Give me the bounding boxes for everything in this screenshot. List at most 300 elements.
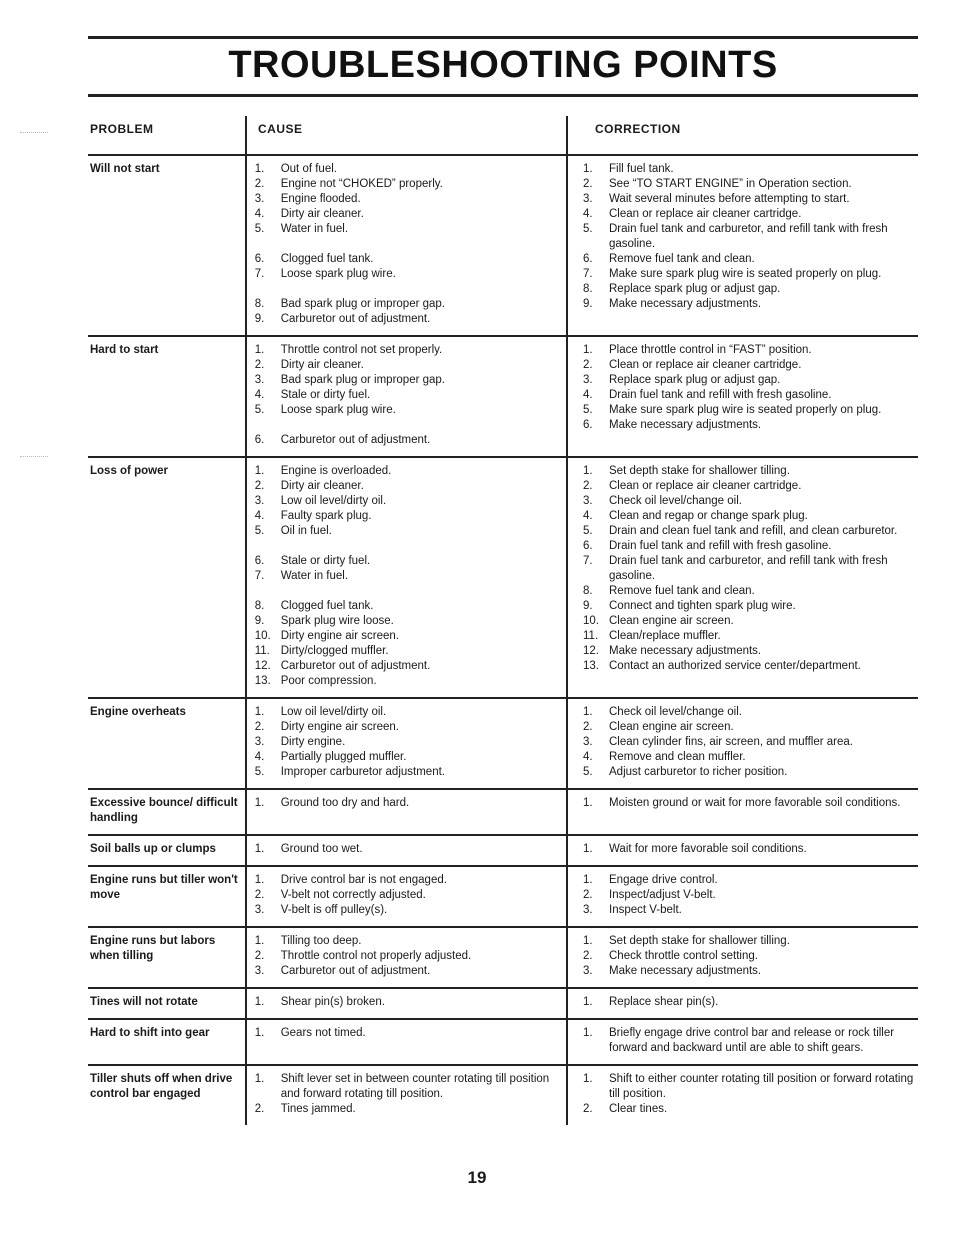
item-number: 1. [583, 935, 593, 947]
correction-item [583, 873, 918, 888]
top-rule [88, 36, 918, 39]
cause-cell [243, 1072, 571, 1117]
item-number: 3. [254, 965, 265, 977]
item-text: Set depth stake for shallower tilling. [609, 935, 790, 947]
item-number: 3. [583, 904, 593, 916]
item-number: 6. [254, 555, 265, 567]
item-number: 2. [254, 1103, 265, 1115]
item-number: 1. [254, 874, 265, 886]
correction-item [583, 282, 918, 297]
item-number: 10. [583, 615, 599, 627]
item-number: 9. [583, 600, 593, 612]
item-text: V-belt not correctly adjusted. [280, 889, 426, 901]
cause-item [255, 705, 571, 720]
correction-cell [571, 162, 918, 327]
item-number: 1. [583, 465, 593, 477]
item-text: Clean or replace air cleaner cartridge. [609, 480, 802, 492]
correction-item [583, 765, 918, 780]
item-text: Check throttle control setting. [609, 950, 758, 962]
item-number: 8. [254, 600, 265, 612]
correction-item [583, 888, 918, 903]
item-text: Clean cylinder fins, air screen, and muffler area. [609, 736, 853, 748]
item-number: 1. [254, 1027, 265, 1039]
item-number: 2. [583, 721, 593, 733]
cause-item [255, 903, 571, 918]
item-number: 7. [583, 268, 593, 280]
item-text: Dirty air cleaner. [280, 480, 364, 492]
item-number: 2. [583, 480, 593, 492]
item-number: 1. [254, 706, 265, 718]
table-row [88, 788, 918, 834]
item-text: Clean or replace air cleaner cartridge. [609, 359, 802, 371]
column-divider [245, 928, 247, 987]
item-text: Remove fuel tank and clean. [609, 585, 755, 597]
table-row [88, 154, 918, 335]
cause-item [255, 267, 571, 282]
item-number: 2. [254, 950, 265, 962]
column-divider [245, 458, 247, 697]
problem-cell: Hard to start [90, 344, 159, 356]
item-text: Set depth stake for shallower tilling. [609, 465, 790, 477]
item-text: Tilling too deep. [280, 935, 362, 947]
correction-item [583, 934, 918, 949]
item-number: 6. [254, 253, 265, 265]
cause-cell [243, 842, 571, 857]
item-text: Drain fuel tank and carburetor, and refill tank with fresh gasoline. [609, 223, 888, 250]
cause-item [255, 750, 571, 765]
cause-item [255, 524, 571, 539]
item-number: 3. [254, 495, 265, 507]
correction-item [583, 252, 918, 267]
item-number: 6. [583, 419, 593, 431]
item-text: Make sure spark plug wire is seated properly on plug. [609, 404, 882, 416]
correction-item [583, 297, 918, 312]
item-text: Stale or dirty fuel. [280, 389, 371, 401]
cause-item [255, 949, 571, 964]
page-title: TROUBLESHOOTING POINTS [228, 44, 778, 86]
item-text: Dirty air cleaner. [280, 359, 364, 371]
item-number: 5. [583, 525, 593, 537]
cause-cell [243, 162, 571, 327]
table-row [88, 926, 918, 987]
item-text: Dirty engine air screen. [280, 630, 399, 642]
correction-item [583, 659, 918, 674]
item-text: Out of fuel. [280, 163, 337, 175]
correction-item [583, 705, 918, 720]
column-divider [245, 156, 247, 335]
correction-item [583, 842, 918, 857]
item-text: Clear tines. [609, 1103, 668, 1115]
column-divider [566, 790, 568, 834]
item-text: Remove and clean muffler. [609, 751, 746, 763]
cause-item [255, 995, 571, 1010]
item-text: Carburetor out of adjustment. [280, 660, 431, 672]
item-number: 11. [583, 630, 599, 642]
item-number: 3. [254, 736, 265, 748]
correction-item [583, 162, 918, 177]
item-number: 1. [583, 996, 593, 1008]
cause-item [255, 934, 571, 949]
cause-item [255, 358, 571, 373]
column-divider [245, 116, 247, 154]
cause-item [255, 735, 571, 750]
cause-item [255, 659, 571, 674]
item-number: 6. [583, 540, 593, 552]
cause-item [255, 433, 571, 448]
column-divider [245, 337, 247, 456]
column-divider [566, 1066, 568, 1125]
item-number: 5. [583, 223, 593, 235]
correction-item [583, 750, 918, 765]
item-text: Gears not timed. [280, 1027, 366, 1039]
item-text: Wait several minutes before attempting to start. [609, 193, 850, 205]
column-divider [566, 867, 568, 926]
item-text: Oil in fuel. [280, 525, 332, 537]
cause-item [255, 796, 571, 811]
item-number: 5. [583, 766, 593, 778]
column-divider [245, 1066, 247, 1125]
item-number: 8. [254, 298, 265, 310]
item-text: Faulty spark plug. [280, 510, 372, 522]
table-row [88, 865, 918, 926]
item-number: 3. [583, 965, 593, 977]
column-divider [245, 836, 247, 865]
item-text: Briefly engage drive control bar and release or rock tiller forward and backward until are able to shift gears. [609, 1027, 895, 1054]
cause-item [255, 964, 571, 979]
item-number: 7. [254, 268, 265, 280]
item-number: 2. [583, 1103, 593, 1115]
correction-cell [571, 343, 918, 448]
item-number: 5. [254, 404, 265, 416]
item-number: 1. [583, 344, 593, 356]
cause-item [255, 554, 571, 569]
cause-item [255, 888, 571, 903]
cause-cell [243, 1026, 571, 1056]
item-text: Shift lever set in between counter rotating till position and forward rotating till position. [280, 1073, 550, 1100]
item-number: 3. [254, 904, 265, 916]
correction-item [583, 177, 918, 192]
correction-item [583, 403, 918, 418]
cause-cell [243, 705, 571, 780]
cause-item [255, 177, 571, 192]
item-number: 7. [583, 555, 593, 567]
item-number: 3. [254, 193, 265, 205]
cause-item [255, 1026, 571, 1041]
item-text: Check oil level/change oil. [609, 495, 742, 507]
correction-item [583, 464, 918, 479]
item-text: Dirty/clogged muffler. [280, 645, 389, 657]
correction-item [583, 494, 918, 509]
cause-item [255, 873, 571, 888]
cause-item [255, 312, 571, 327]
item-number: 2. [254, 359, 265, 371]
column-divider [566, 836, 568, 865]
problem-cell: Tines will not rotate [90, 996, 198, 1008]
item-text: Clean or replace air cleaner cartridge. [609, 208, 802, 220]
item-text: Inspect V-belt. [609, 904, 682, 916]
item-text: Adjust carburetor to richer position. [609, 766, 788, 778]
cause-cell [243, 464, 571, 689]
item-text: Drain fuel tank and carburetor, and refill tank with fresh gasoline. [609, 555, 888, 582]
column-divider [566, 116, 568, 154]
item-number: 1. [254, 344, 265, 356]
cause-item [255, 509, 571, 524]
item-number: 4. [254, 389, 265, 401]
cause-item [255, 765, 571, 780]
item-text: Ground too dry and hard. [280, 797, 410, 809]
correction-item [583, 207, 918, 222]
correction-item [583, 222, 918, 252]
item-text: Clean engine air screen. [609, 615, 734, 627]
correction-item [583, 192, 918, 207]
item-number: 7. [254, 570, 265, 582]
cause-item [255, 252, 571, 267]
cause-item [255, 297, 571, 312]
problem-cell: Hard to shift into gear [90, 1027, 210, 1039]
item-text: Replace shear pin(s). [609, 996, 719, 1008]
item-text: Carburetor out of adjustment. [280, 434, 431, 446]
correction-item [583, 796, 918, 811]
column-divider [566, 156, 568, 335]
item-text: Loose spark plug wire. [280, 404, 396, 416]
problem-cell: Engine runs but labors when tilling [90, 935, 216, 962]
correction-item [583, 343, 918, 358]
item-number: 5. [254, 223, 265, 235]
item-text: Place throttle control in “FAST” position. [609, 344, 812, 356]
item-text: Engine flooded. [280, 193, 361, 205]
item-number: 5. [583, 404, 593, 416]
correction-cell [571, 464, 918, 689]
correction-item [583, 539, 918, 554]
cause-item [255, 162, 571, 177]
item-number: 13. [254, 675, 271, 687]
item-text: Fill fuel tank. [609, 163, 674, 175]
item-number: 6. [254, 434, 265, 446]
cause-item [255, 720, 571, 735]
correction-item [583, 584, 918, 599]
cause-item [255, 842, 571, 857]
item-number: 1. [583, 706, 593, 718]
cause-item [255, 343, 571, 358]
cause-item [255, 373, 571, 388]
column-divider [566, 1020, 568, 1064]
item-text: Water in fuel. [280, 223, 349, 235]
item-number: 2. [254, 721, 265, 733]
item-text: Drain and clean fuel tank and refill, and clean carburetor. [609, 525, 898, 537]
item-text: Make necessary adjustments. [609, 298, 762, 310]
item-number: 8. [583, 283, 593, 295]
cause-item [255, 388, 571, 403]
header-cause: CAUSE [258, 122, 303, 136]
correction-item [583, 358, 918, 373]
item-number: 1. [254, 935, 265, 947]
column-divider [566, 337, 568, 456]
item-number: 3. [583, 495, 593, 507]
page-number: 19 [467, 1168, 487, 1187]
cause-item [255, 599, 571, 614]
problem-cell: Excessive bounce/ difficult handling [90, 797, 238, 824]
item-number: 2. [583, 889, 593, 901]
item-text: Drive control bar is not engaged. [280, 874, 447, 886]
item-text: Check oil level/change oil. [609, 706, 742, 718]
table-body [88, 154, 918, 1125]
item-number: 4. [254, 208, 265, 220]
item-number: 9. [254, 313, 265, 325]
table-row [88, 697, 918, 788]
header-correction: CORRECTION [595, 122, 681, 136]
item-text: Shear pin(s) broken. [280, 996, 385, 1008]
item-number: 13. [583, 660, 599, 672]
item-number: 2. [254, 480, 265, 492]
item-text: Improper carburetor adjustment. [280, 766, 445, 778]
item-text: Engine not “CHOKED” properly. [280, 178, 443, 190]
item-number: 4. [254, 510, 265, 522]
item-text: Drain fuel tank and refill with fresh gasoline. [609, 389, 832, 401]
column-divider [245, 867, 247, 926]
cause-item [255, 192, 571, 207]
correction-cell [571, 1072, 918, 1117]
table-row [88, 1064, 918, 1125]
cause-item [255, 464, 571, 479]
item-text: Bad spark plug or improper gap. [280, 374, 446, 386]
item-text: Make sure spark plug wire is seated properly on plug. [609, 268, 882, 280]
item-text: Inspect/adjust V-belt. [609, 889, 716, 901]
table-row [88, 834, 918, 865]
item-number: 9. [254, 615, 265, 627]
table-row [88, 335, 918, 456]
column-divider [245, 699, 247, 788]
correction-item [583, 388, 918, 403]
item-number: 4. [583, 389, 593, 401]
column-divider [566, 928, 568, 987]
item-text: Water in fuel. [280, 570, 349, 582]
problem-cell: Engine overheats [90, 706, 186, 718]
cause-item [255, 1072, 571, 1102]
item-text: Spark plug wire loose. [280, 615, 394, 627]
item-text: Shift to either counter rotating till position or forward rotating till position. [609, 1073, 914, 1100]
problem-cell: Tiller shuts off when drive control bar engaged [90, 1073, 233, 1100]
item-text: Stale or dirty fuel. [280, 555, 371, 567]
item-text: Drain fuel tank and refill with fresh gasoline. [609, 540, 832, 552]
correction-item [583, 418, 918, 433]
problem-cell: Soil balls up or clumps [90, 843, 216, 855]
column-divider [245, 790, 247, 834]
column-divider [566, 699, 568, 788]
item-number: 9. [583, 298, 593, 310]
correction-item [583, 554, 918, 584]
correction-cell [571, 873, 918, 918]
item-number: 1. [583, 874, 593, 886]
item-number: 1. [583, 163, 593, 175]
item-text: Low oil level/dirty oil. [280, 706, 387, 718]
correction-cell [571, 842, 918, 857]
item-number: 1. [254, 1073, 265, 1085]
correction-item [583, 479, 918, 494]
correction-item [583, 614, 918, 629]
column-divider [245, 1020, 247, 1064]
item-text: Loose spark plug wire. [280, 268, 396, 280]
item-text: Dirty air cleaner. [280, 208, 364, 220]
item-text: Replace spark plug or adjust gap. [609, 283, 781, 295]
item-number: 2. [583, 950, 593, 962]
item-text: Engine is overloaded. [280, 465, 392, 477]
item-number: 8. [583, 585, 593, 597]
troubleshooting-table [88, 116, 918, 1125]
correction-item [583, 1102, 918, 1117]
correction-item [583, 524, 918, 539]
correction-item [583, 1026, 918, 1056]
item-text: Poor compression. [280, 675, 377, 687]
item-number: 11. [254, 645, 270, 657]
item-text: Remove fuel tank and clean. [609, 253, 755, 265]
header-problem: PROBLEM [90, 122, 154, 136]
correction-cell [571, 934, 918, 979]
item-text: Dirty engine. [280, 736, 346, 748]
cause-item [255, 644, 571, 659]
item-number: 3. [583, 193, 593, 205]
correction-item [583, 629, 918, 644]
correction-cell [571, 705, 918, 780]
item-number: 3. [254, 374, 265, 386]
cause-item [255, 222, 571, 237]
column-divider [245, 989, 247, 1018]
cause-item [255, 494, 571, 509]
correction-item [583, 267, 918, 282]
item-number: 1. [583, 797, 593, 809]
edge-mark [20, 456, 48, 457]
correction-item [583, 949, 918, 964]
item-number: 4. [583, 208, 593, 220]
correction-item [583, 509, 918, 524]
correction-item [583, 373, 918, 388]
cause-item [255, 569, 571, 584]
item-text: Moisten ground or wait for more favorable soil conditions. [609, 797, 901, 809]
cause-item [255, 403, 571, 418]
correction-cell [571, 995, 918, 1010]
correction-cell [571, 796, 918, 826]
item-number: 1. [254, 465, 265, 477]
correction-item [583, 720, 918, 735]
cause-item [255, 479, 571, 494]
item-text: Wait for more favorable soil conditions. [609, 843, 807, 855]
item-number: 4. [583, 751, 593, 763]
item-text: Throttle control not set properly. [280, 344, 443, 356]
item-text: Contact an authorized service center/department. [609, 660, 861, 672]
cause-item [255, 614, 571, 629]
cause-item [255, 674, 571, 689]
item-number: 4. [254, 751, 265, 763]
cause-cell [243, 873, 571, 918]
cause-cell [243, 796, 571, 826]
table-header [88, 116, 918, 154]
item-text: Partially plugged muffler. [280, 751, 407, 763]
item-number: 3. [583, 736, 593, 748]
correction-item [583, 964, 918, 979]
correction-item [583, 735, 918, 750]
column-divider [566, 458, 568, 697]
item-number: 12. [583, 645, 599, 657]
cause-cell [243, 343, 571, 448]
correction-item [583, 1072, 918, 1102]
item-text: Clean engine air screen. [609, 721, 734, 733]
item-text: Bad spark plug or improper gap. [280, 298, 446, 310]
item-number: 2. [254, 889, 265, 901]
problem-cell: Will not start [90, 163, 160, 175]
item-text: Replace spark plug or adjust gap. [609, 374, 781, 386]
item-number: 1. [583, 1027, 593, 1039]
correction-cell [571, 1026, 918, 1056]
item-number: 1. [254, 163, 265, 175]
